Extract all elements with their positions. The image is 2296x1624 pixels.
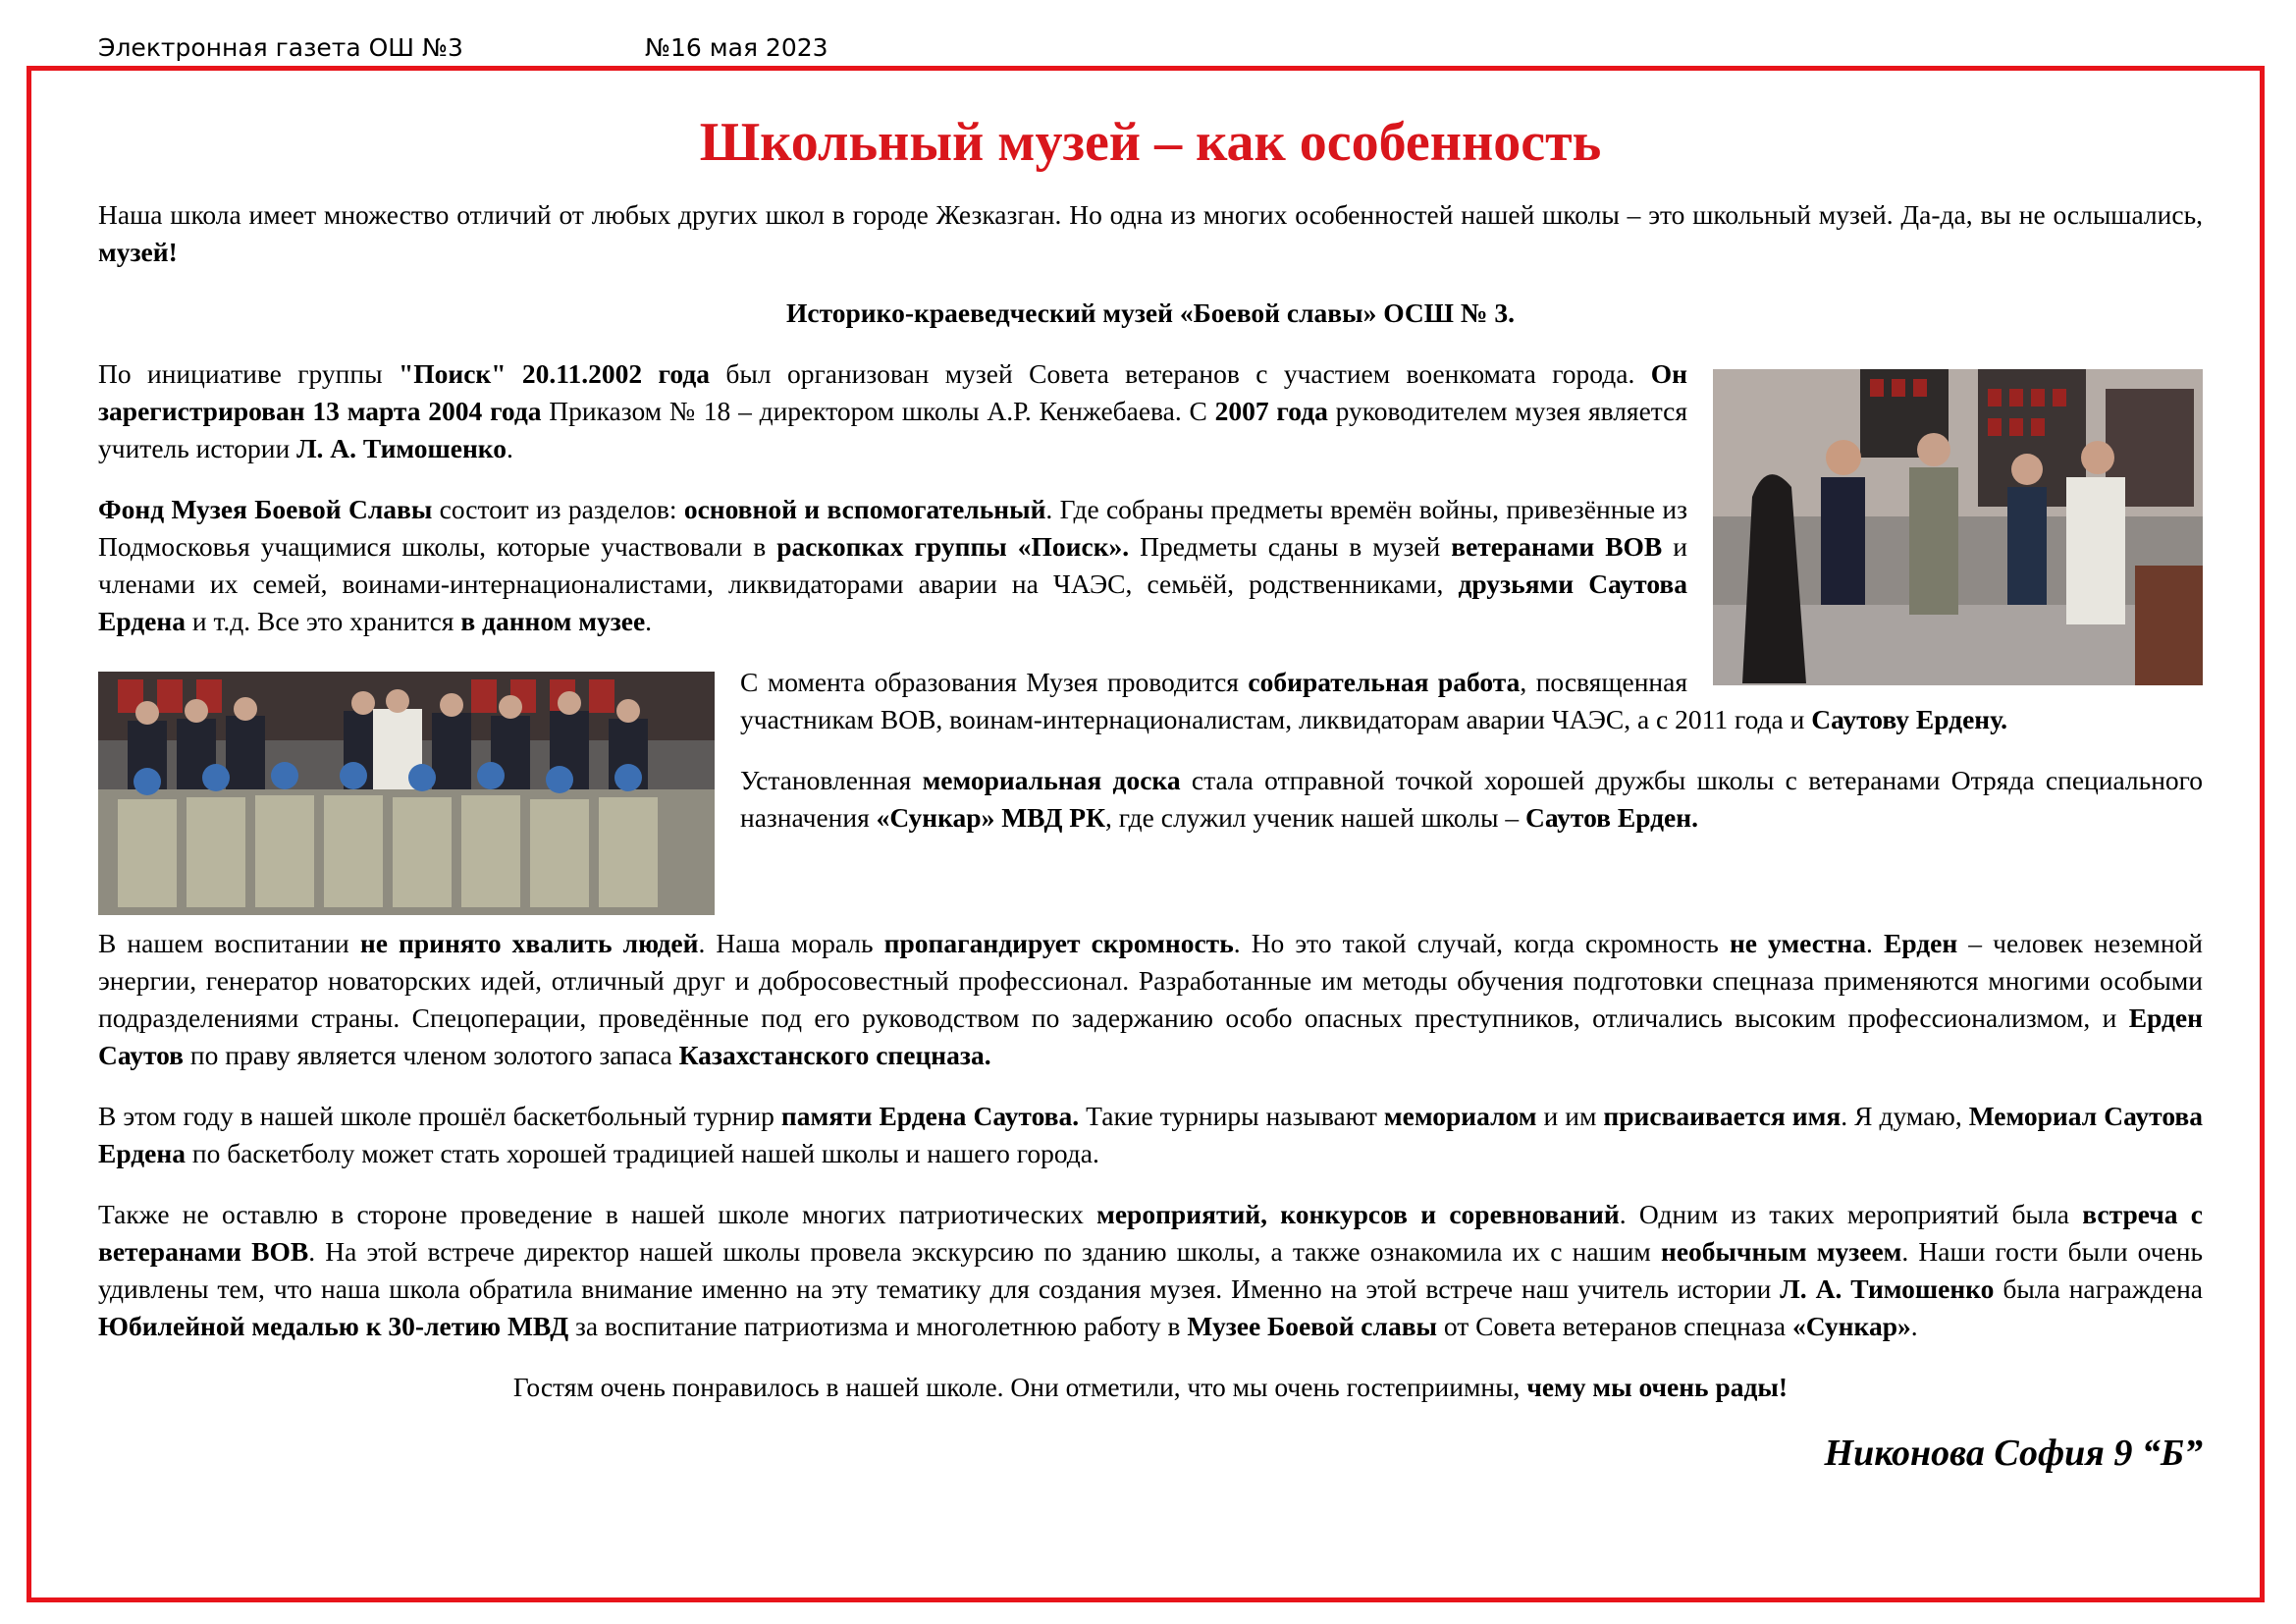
text-bold: в данном музее bbox=[460, 606, 646, 636]
text-bold: "Поиск" 20.11.2002 года bbox=[398, 358, 710, 389]
text-bold: необычным музеем bbox=[1660, 1236, 1902, 1267]
text: . Наша мораль bbox=[698, 928, 884, 958]
text: . Но это такой случай, когда скромность bbox=[1233, 928, 1730, 958]
text-bold: Мемориал Саутова Ердена bbox=[98, 1101, 2203, 1168]
text: Установленная bbox=[740, 765, 923, 795]
text: стала отправной точкой хорошей дружбы школы с ветеранами Отряда специального назначения bbox=[740, 765, 2204, 833]
text: от Совета ветеранов спецназа bbox=[1437, 1311, 1792, 1341]
text: В нашем воспитании bbox=[98, 928, 360, 958]
text-bold: не уместна bbox=[1729, 928, 1867, 958]
text-bold: мероприятий, конкурсов и соревнований bbox=[1096, 1199, 1620, 1229]
issue-date: №16 мая 2023 bbox=[645, 33, 828, 62]
text-bold: Ерден bbox=[1883, 928, 1958, 958]
text-bold: присваивается имя bbox=[1603, 1101, 1842, 1131]
text: Наша школа имеет множество отличий от любых других школ в городе Жезказган. Но одна из многих особенностей нашей школы – это школьный музей. Да-да, вы не ослышались, bbox=[98, 199, 2203, 230]
text-bold: пропагандирует скромность bbox=[883, 928, 1234, 958]
text-bold: «Сункар» bbox=[1792, 1311, 1911, 1341]
text-bold: 2007 года bbox=[1214, 396, 1328, 426]
text: и членами их семей, воинами-интернационалистами, ликвидаторами аварии на ЧАЭС, семьёй, родственниками, bbox=[98, 531, 1687, 599]
text: – человек неземной энергии, генератор новаторских идей, отличный друг и добросовестный профессионал. Разработанные им методы обучения подготовки спецназа применяются многими особыми подразделениями страны. Спецоперации, проведённые под его руководством по задержанию особо опасных преступников, отличались высоким профессионализмом, и bbox=[98, 928, 2204, 1033]
text: , посвященная участникам ВОВ, воинам-интернационалистам, ликвидаторам аварии ЧАЭС, а с 2011 года и bbox=[740, 667, 1812, 734]
text: . Одним из таких мероприятий была bbox=[1619, 1199, 2083, 1229]
article bbox=[98, 108, 2203, 1477]
photo-award-ceremony bbox=[1713, 369, 2203, 685]
paragraph-closing bbox=[98, 1369, 2203, 1406]
text-bold: Ерден Саутов bbox=[98, 1002, 2203, 1070]
text-bold: раскопках группы «Поиск». bbox=[776, 531, 1130, 562]
text: и т.д. Все это хранится bbox=[186, 606, 461, 636]
text-bold: Саутов Ерден. bbox=[1524, 802, 1698, 833]
text: по баскетболу может стать хорошей традицией нашей школы и нашего города. bbox=[186, 1138, 1099, 1168]
text-bold: чему мы очень рады! bbox=[1526, 1372, 1789, 1402]
text-bold: Л. А. Тимошенко bbox=[296, 433, 507, 463]
text: и им bbox=[1536, 1101, 1604, 1131]
text: В этом году в нашей школе прошёл баскетбольный турнир bbox=[98, 1101, 781, 1131]
paragraph-events bbox=[98, 1196, 2203, 1345]
text-bold: музей! bbox=[98, 237, 178, 267]
text: Также не оставлю в стороне проведение в нашей школе многих патриотических bbox=[98, 1199, 1097, 1229]
text-bold: Историко-краеведческий музей «Боевой славы» ОСШ № 3. bbox=[786, 298, 1515, 328]
text-bold: Юбилейной медалью к 30-летию МВД bbox=[98, 1311, 569, 1341]
paragraph-erden bbox=[98, 925, 2203, 1074]
text-bold: «Сункар» МВД РК bbox=[876, 802, 1106, 833]
text-bold: Он зарегистрирован 13 марта 2004 года bbox=[98, 358, 1687, 426]
text: Приказом № 18 – директором школы А.Р. Кенжебаева. С bbox=[541, 396, 1215, 426]
text: руководителем музея является учитель истории bbox=[98, 396, 1687, 463]
text-bold: Казахстанского спецназа. bbox=[678, 1040, 991, 1070]
text: . Где собраны предметы времён войны, привезённые из Подмосковья учащимися школы, которые участвовали в bbox=[98, 494, 1687, 562]
text-bold: Саутову Ердену. bbox=[1811, 704, 2008, 734]
text: за воспитание патриотизма и многолетнюю работу в bbox=[568, 1311, 1188, 1341]
text: . Я думаю, bbox=[1841, 1101, 1969, 1131]
text-bold: собирательная работа bbox=[1248, 667, 1521, 697]
text-bold: встреча с ветеранами ВОВ bbox=[98, 1199, 2203, 1267]
text-bold: ветеранами ВОВ bbox=[1451, 531, 1663, 562]
text-bold: друзьями Саутова Ердена bbox=[98, 568, 1687, 636]
paragraph-intro bbox=[98, 196, 2203, 271]
text-bold: не принято хвалить людей bbox=[359, 928, 699, 958]
text-bold: Музее Боевой славы bbox=[1187, 1311, 1438, 1341]
text: С момента образования Музея проводится bbox=[740, 667, 1249, 697]
text-bold: Л. А. Тимошенко bbox=[1780, 1273, 1995, 1304]
text: был организован музей Совета ветеранов с участием военкомата города. bbox=[709, 358, 1651, 389]
author-signature: Никонова София 9 “Б” bbox=[1824, 1433, 2203, 1474]
text: Предметы сданы в музей bbox=[1129, 531, 1452, 562]
section-subtitle bbox=[98, 295, 2203, 332]
text-bold: памяти Ердена Саутова. bbox=[780, 1101, 1080, 1131]
text: по праву является членом золотого запаса bbox=[184, 1040, 679, 1070]
newspaper-name: Электронная газета ОШ №3 bbox=[98, 33, 463, 62]
text-bold: Фонд Музея Боевой Славы bbox=[98, 494, 433, 524]
text-bold: мемориалом bbox=[1383, 1101, 1537, 1131]
text: . Наши гости были очень удивлены тем, что наша школа обратила внимание именно на эту тематику для создания музея. Именно на этой встрече наш учитель истории bbox=[98, 1236, 2204, 1304]
text: . На этой встрече директор нашей школы провела экскурсию по зданию школы, а также ознакомила их с нашим bbox=[308, 1236, 1661, 1267]
text: Гостям очень понравилось в нашей школе. Они отметили, что мы очень гостеприимны, bbox=[512, 1372, 1527, 1402]
text: Такие турниры называют bbox=[1079, 1101, 1384, 1131]
text: . bbox=[645, 606, 653, 636]
text: . bbox=[507, 433, 513, 463]
article-title: Школьный музей – как особенность bbox=[699, 112, 1602, 173]
photo-group-cadets bbox=[98, 672, 715, 915]
text-bold: основной и вспомогательный bbox=[683, 494, 1046, 524]
text: По инициативе группы bbox=[98, 358, 399, 389]
text: была награждена bbox=[1994, 1273, 2203, 1304]
text: состоит из разделов: bbox=[432, 494, 684, 524]
paragraph-tournament bbox=[98, 1098, 2203, 1172]
text-bold: мемориальная доска bbox=[922, 765, 1181, 795]
text: . bbox=[1910, 1311, 1918, 1341]
text: . bbox=[1866, 928, 1884, 958]
text: , где служил ученик нашей школы – bbox=[1105, 802, 1525, 833]
